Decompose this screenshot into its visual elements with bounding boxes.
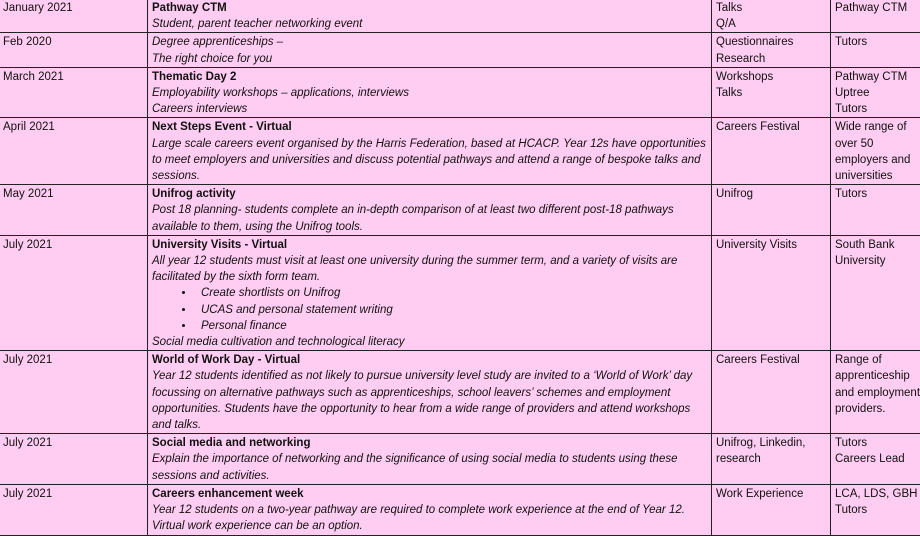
activity-type: Research — [716, 51, 827, 67]
table-row — [0, 235, 920, 350]
event-title: Unifrog activity — [152, 186, 708, 202]
event-cell — [148, 0, 712, 33]
date-cell: Feb 2020 — [0, 33, 148, 67]
provider-cell — [831, 0, 920, 33]
activity-cell — [712, 0, 831, 33]
activity-type: University Visits — [716, 237, 827, 253]
activity-type: Questionnaires — [716, 34, 827, 50]
event-description: Large scale careers event organised by the Harris Federation, based at HCACP. Year 12s have opportunities to meet employers and universities and discuss potential pathways and attend a range of bespoke talks and sessions. — [152, 136, 708, 185]
activity-type: Unifrog, Linkedin, research — [716, 435, 827, 467]
date-cell: July 2021 — [0, 351, 148, 434]
event-description: The right choice for you — [152, 51, 708, 67]
table-row — [0, 33, 920, 67]
provider-name: Tutors — [835, 34, 920, 50]
provider-name: Wide range of over 50 employers and universities — [835, 119, 920, 184]
provider-cell — [831, 434, 920, 485]
event-cell — [148, 118, 712, 185]
table-row — [0, 0, 920, 33]
event-cell — [148, 484, 712, 535]
event-description: Employability workshops – applications, interviews — [152, 85, 708, 101]
event-description: Degree apprenticeships – — [152, 34, 708, 50]
provider-name: Careers Lead — [835, 451, 920, 467]
event-cell — [148, 235, 712, 350]
event-title: University Visits - Virtual — [152, 237, 708, 253]
activity-type: Careers Festival — [716, 352, 827, 368]
event-cell — [148, 185, 712, 236]
event-cell — [148, 67, 712, 118]
event-title: World of Work Day - Virtual — [152, 352, 708, 368]
activity-type: Work Experience — [716, 486, 827, 502]
activity-cell — [712, 484, 831, 535]
date-cell: July 2021 — [0, 484, 148, 535]
activity-type: Q/A — [716, 16, 827, 32]
activity-type: Careers Festival — [716, 119, 827, 135]
event-cell — [148, 351, 712, 434]
table-row — [0, 118, 920, 185]
event-cell — [148, 434, 712, 485]
event-title: Social media and networking — [152, 435, 708, 451]
provider-cell — [831, 235, 920, 350]
provider-name: Tutors — [835, 435, 920, 451]
provider-cell — [831, 185, 920, 236]
event-bullet-list — [152, 285, 708, 334]
table-row — [0, 67, 920, 118]
provider-name: Uptree — [835, 85, 920, 101]
activity-type: Talks — [716, 85, 827, 101]
date-cell: January 2021 — [0, 0, 148, 33]
provider-name: Range of apprenticeship and employment providers. — [835, 352, 920, 417]
provider-name: Tutors — [835, 186, 920, 202]
date-cell: July 2021 — [0, 434, 148, 485]
provider-cell — [831, 351, 920, 434]
provider-name: LCA, LDS, GBH — [835, 486, 920, 502]
table-row — [0, 351, 920, 434]
event-description: Careers interviews — [152, 101, 708, 117]
activity-type: Unifrog — [716, 186, 827, 202]
date-cell: April 2021 — [0, 118, 148, 185]
table-row — [0, 434, 920, 485]
event-title: Careers enhancement week — [152, 486, 708, 502]
event-bullet-item: • Create shortlists on Unifrog — [195, 285, 708, 301]
activity-type: Talks — [716, 0, 827, 16]
activity-cell — [712, 434, 831, 485]
table-row — [0, 185, 920, 236]
event-title: Next Steps Event - Virtual — [152, 119, 708, 135]
activity-cell — [712, 118, 831, 185]
event-cell — [148, 33, 712, 67]
activity-cell — [712, 351, 831, 434]
event-description: All year 12 students must visit at least one university during the summer term, and a variety of visits are facilitated by the sixth form team. — [152, 253, 708, 285]
event-description: Student, parent teacher networking event — [152, 16, 708, 32]
date-cell: March 2021 — [0, 67, 148, 118]
provider-cell — [831, 484, 920, 535]
event-description: Post 18 planning- students complete an in-depth comparison of at least two different post-18 pathways available to them, using the Unifrog tools. — [152, 202, 708, 234]
provider-name: Pathway CTM — [835, 69, 920, 85]
provider-cell — [831, 118, 920, 185]
event-description: Social media cultivation and technological literacy — [152, 334, 708, 350]
activity-cell — [712, 33, 831, 67]
event-description: Explain the importance of networking and the significance of using social media to students using these sessions and activities. — [152, 451, 708, 483]
provider-name: Pathway CTM — [835, 0, 920, 16]
activity-cell — [712, 235, 831, 350]
event-description: Year 12 students on a two-year pathway are required to complete work experience at the end of Year 12. Virtual work experience can be an option. — [152, 502, 708, 534]
table-row — [0, 484, 920, 535]
event-bullet-item: • UCAS and personal statement writing — [195, 302, 708, 318]
provider-name: Tutors — [835, 502, 920, 518]
event-title: Pathway CTM — [152, 0, 708, 16]
event-title: Thematic Day 2 — [152, 69, 708, 85]
provider-name: Tutors — [835, 101, 920, 117]
date-cell: July 2021 — [0, 235, 148, 350]
event-bullet-item: • Personal finance — [195, 318, 708, 334]
event-description: Year 12 students identified as not likely to pursue university level study are invited to a ‘World of Work’ day focussing on alternative pathways such as apprenticeships, school leavers’ schemes and employment opportunities. Students have the opportunity to hear from a wide range of providers and attend workshops and talks. — [152, 368, 708, 433]
activity-type: Workshops — [716, 69, 827, 85]
provider-cell — [831, 67, 920, 118]
activity-cell — [712, 185, 831, 236]
provider-cell — [831, 33, 920, 67]
provider-name: South Bank University — [835, 237, 920, 269]
date-cell: May 2021 — [0, 185, 148, 236]
activity-cell — [712, 67, 831, 118]
